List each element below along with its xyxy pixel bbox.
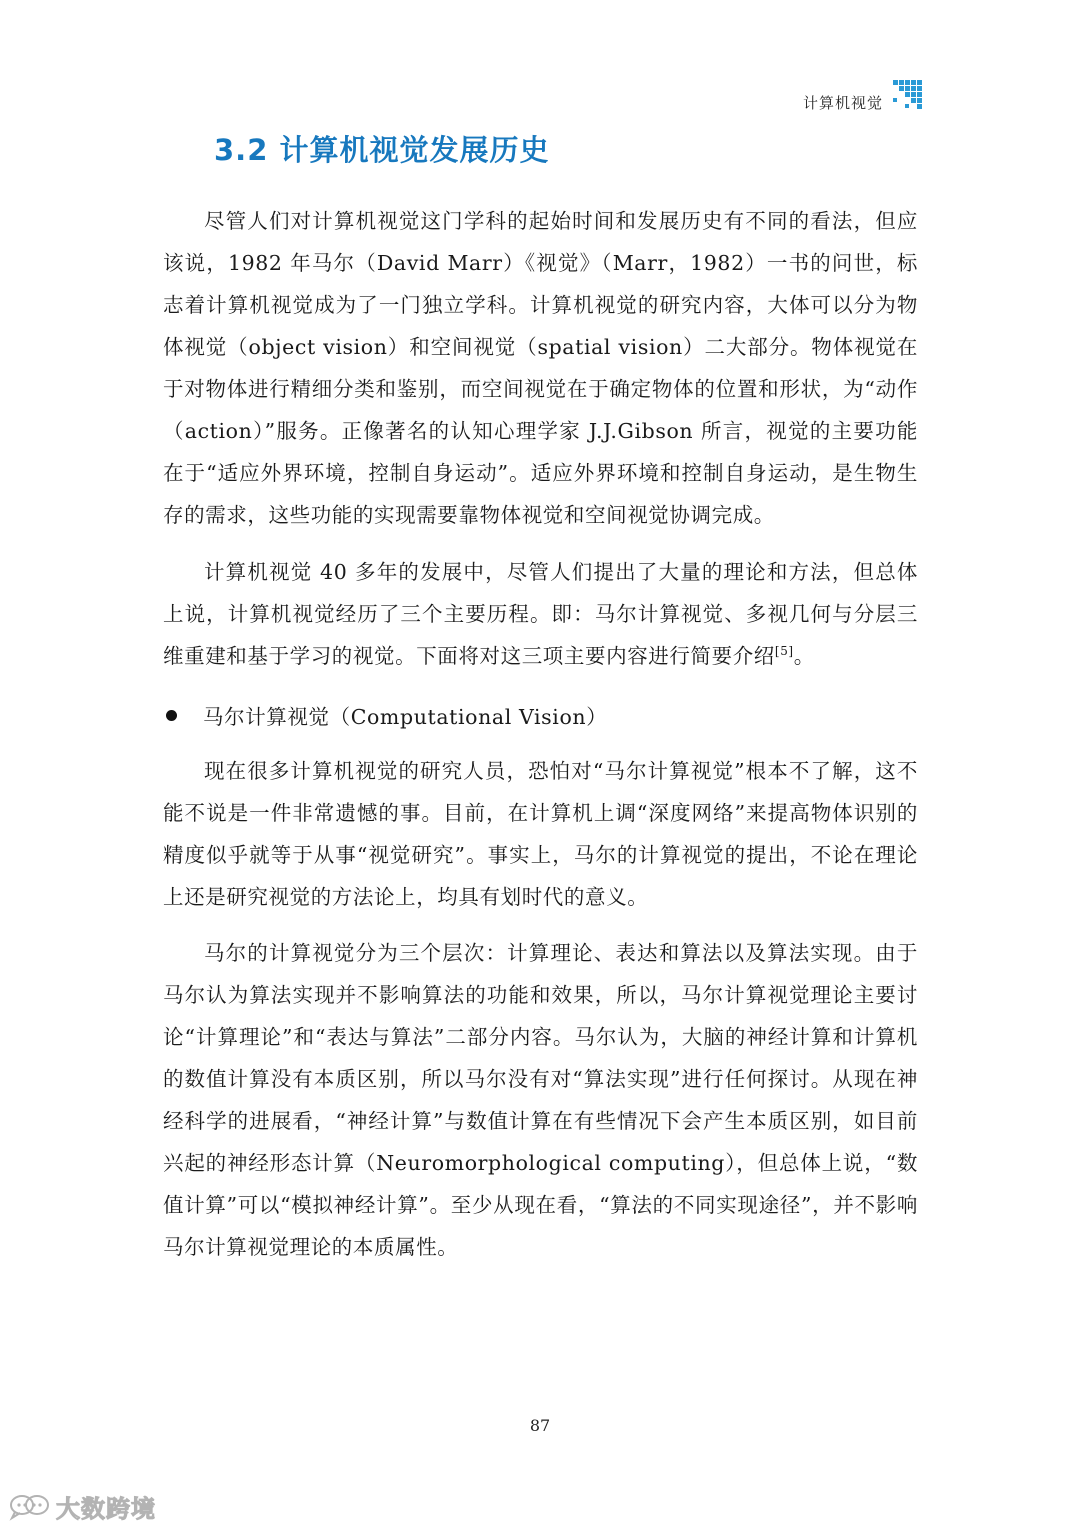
paragraph-marr-levels: 马尔的计算视觉分为三个层次：计算理论、表达和算法以及算法实现。由于马尔认为算法实现并不影响算法的功能和效果，所以，马尔计算视觉理论主要讨论“计算理论”和“表达与算法”二部分内容。马尔认为，大脑的神经计算和计算机的数值计算没有本质区别，所以马尔没有对“算法实现”进行任何探讨。从现在神经科学的进展看，“神经计算”与数值计算在有些情况下会产生本质区别，如目前兴起的神经形态计算（Neuromorphological computing），但总体上说，“数值计算”可以“模拟神经计算”。至少从现在看，“算法的不同实现途径”，并不影响马尔计算视觉理论的本质属性。	[163, 941, 918, 1259]
running-title: 计算机视觉	[802, 94, 883, 112]
section-title: 3.2 计算机视觉发展历史	[214, 133, 550, 167]
page-number: 87	[529, 1416, 551, 1435]
pixel-grid-logo-icon	[893, 80, 923, 112]
bullet-text: 马尔计算视觉（Computational Vision）	[203, 705, 608, 729]
paragraph-intro: 尽管人们对计算机视觉这门学科的起始时间和发展历史有不同的看法，但应该说，1982 年马尔（David Marr）《视觉》（Marr，1982）一书的问世，标志着计算机视觉成为了一门独立学科。计算机视觉的研究内容，大体可以分为物体视觉（object vision）和空间视觉（spatial vision）二大部分。物体视觉在于对物体进行精细分类和鉴别，而空间视觉在于确定物体的位置和形状，为“动作（action）”服务。正像著名的认知心理学家 J.J.Gibson 所言，视觉的主要功能在于“适应外界环境，控制自身运动”。适应外界环境和控制自身运动，是生物生存的需求，这些功能的实现需要靠物体视觉和空间视觉协调完成。	[163, 209, 918, 527]
watermark-text: 大数跨境	[56, 1494, 156, 1523]
paragraph-history-end: 。	[793, 644, 815, 668]
paragraph-history	[163, 551, 918, 677]
paragraph-history-text: 计算机视觉 40 多年的发展中，尽管人们提出了大量的理论和方法，但总体上说，计算机视觉经历了三个主要历程。即：马尔计算视觉、多视几何与分层三维重建和基于学习的视觉。下面将对这三项主要内容进行简要介绍	[163, 560, 918, 668]
paragraph-marr-intro: 现在很多计算机视觉的研究人员，恐怕对“马尔计算视觉”根本不了解，这不能不说是一件非常遗憾的事。目前，在计算机上调“深度网络”来提高物体识别的精度似乎就等于从事“视觉研究”。事实上，马尔的计算视觉的提出，不论在理论上还是研究视觉的方法论上，均具有划时代的意义。	[163, 759, 918, 909]
chat-bubbles-logo-icon	[8, 1491, 52, 1521]
bullet-dot-icon	[166, 710, 177, 721]
bullet-item	[163, 694, 607, 736]
citation: [5]	[774, 644, 794, 659]
watermark	[8, 1486, 156, 1526]
